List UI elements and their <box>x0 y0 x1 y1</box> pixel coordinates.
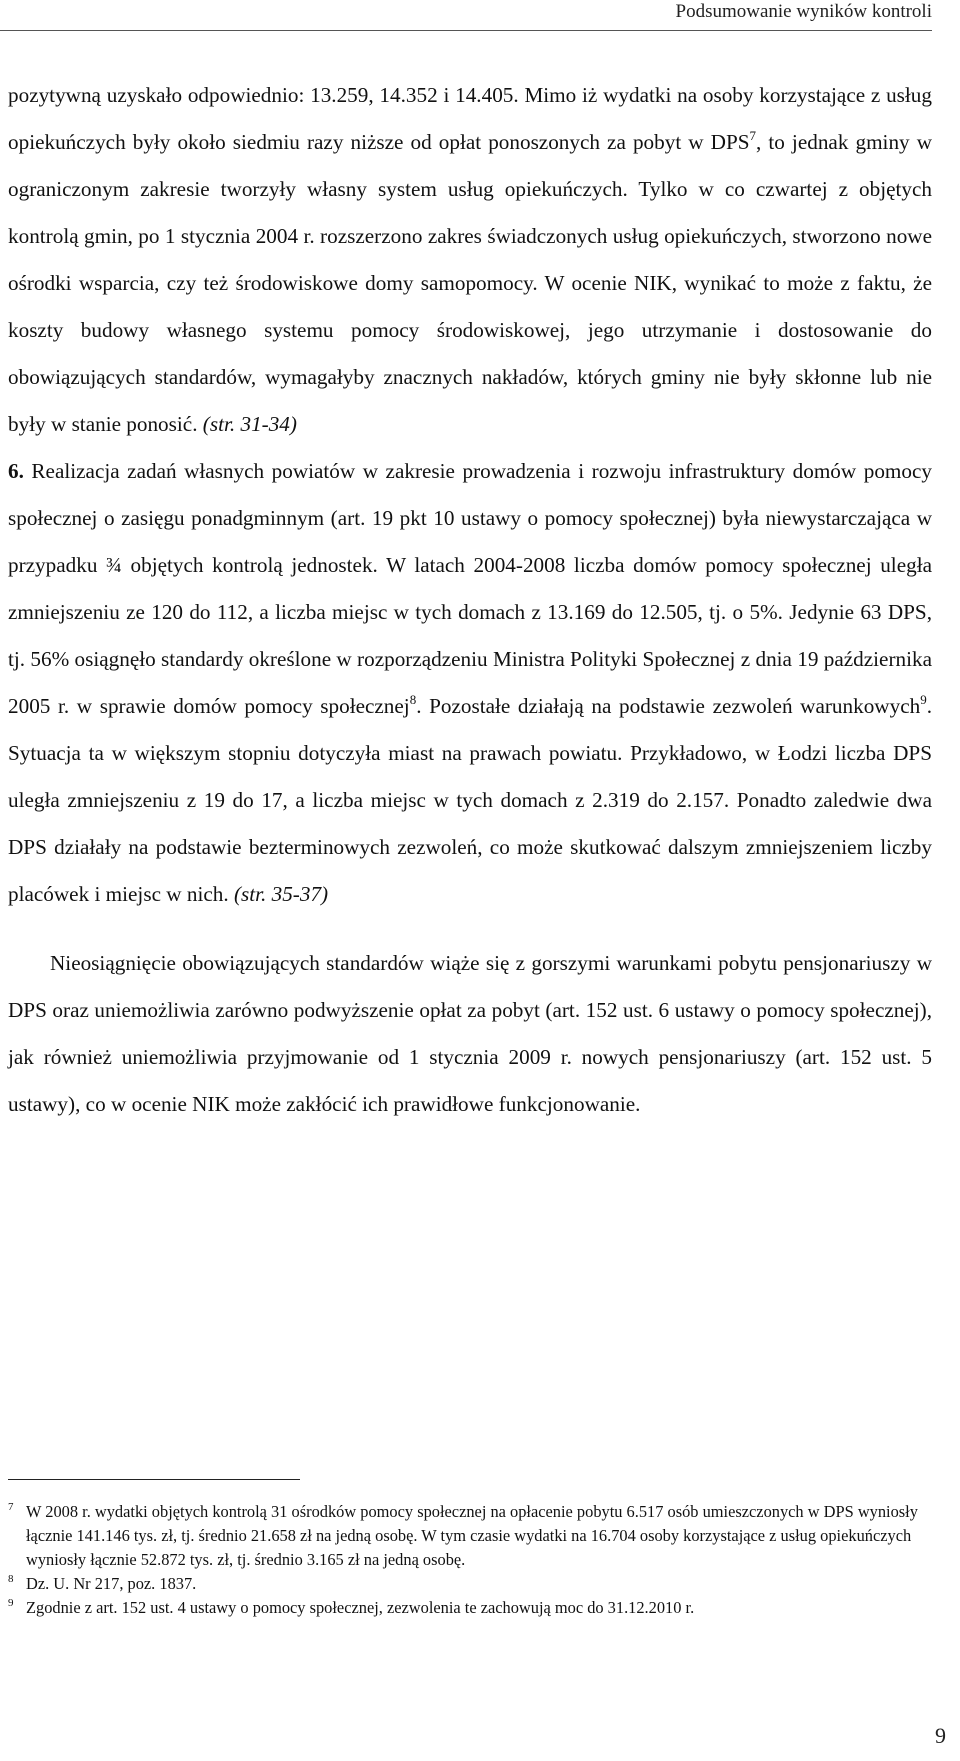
footnote-text: Dz. U. Nr 217, poz. 1837. <box>26 1574 197 1593</box>
footnote-number: 9 <box>8 1597 14 1609</box>
paragraph-text: . Pozostałe działają na podstawie zezwoleń warunkowych <box>416 694 921 718</box>
footnote-text: W 2008 r. wydatki objętych kontrolą 31 ośrodków pomocy społecznej na opłacenie pobytu 6.517 osób umieszczonych w DPS wyniosły łącznie 141.146 tys. zł, tj. średnio 21.658 zł na jedną osobę. W tym czasie wydatki na 16.704 osoby korzystające z usług opiekuńczych wyniosły łącznie 52.872 tys. zł, tj. średnio 3.165 zł na jedną osobę. <box>26 1502 918 1569</box>
footnote-ref-7[interactable]: 7 <box>749 128 757 143</box>
page-reference: (str. 35-37) <box>233 882 329 906</box>
footnote-7 <box>8 1500 932 1572</box>
page-number: 9 <box>935 1723 946 1748</box>
footnote-ref-9[interactable]: 9 <box>920 692 927 707</box>
page-body <box>8 72 932 1128</box>
paragraph-standards: Nieosiągnięcie obowiązujących standardów wiąże się z gorszymi warunkami pobytu pensjonariuszy w DPS oraz uniemożliwia zarówno podwyższenie opłat za pobyt (art. 152 ust. 6 ustawy o pomocy społecznej), jak również uniemożliwia przyjmowanie od 1 stycznia 2009 r. nowych pensjonariuszy (art. 152 ust. 5 ustawy), co w ocenie NIK może zakłócić ich prawidłowe funkcjonowanie. <box>8 951 932 1116</box>
footnote-8 <box>8 1572 932 1596</box>
footnote-separator <box>8 1479 300 1480</box>
footnote-9 <box>8 1596 932 1620</box>
footnote-number: 8 <box>8 1573 14 1585</box>
paragraph-text: , to jednak gminy w ograniczonym zakresie tworzyły własny system usług opiekuńczych. Tylko w co czwartej z objętych kontrolą gmin, po 1 stycznia 2004 r. rozszerzono zakres świadczonych usług opiekuńczych, stworzono nowe ośrodki wsparcia, czy też środowiskowe domy samopomocy. W ocenie NIK, wynikać to może z faktu, że koszty budowy własnego systemu pomocy środowiskowej, jego utrzymanie i dostosowanie do obowiązujących standardów, wymagałyby znacznych nakładów, których gminy nie były skłonne lub nie były w stanie ponosić. <box>8 130 932 436</box>
footnotes <box>8 1500 932 1620</box>
footnote-text: Zgodnie z art. 152 ust. 4 ustawy o pomocy społecznej, zezwolenia te zachowują moc do 31.12.2010 r. <box>26 1598 695 1617</box>
paragraph-text: pozytywną uzyskało odpowiednio: 13.259, 14.352 i 14.405. Mimo iż wydatki na osoby korzystające z usług opiekuńczych były około siedmiu razy niższe od opłat ponoszonych za pobyt w DPS <box>8 83 932 154</box>
footnote-ref-8[interactable]: 8 <box>409 692 417 707</box>
header-title: Podsumowanie wyników kontroli <box>675 1 932 22</box>
page-reference: (str. 31-34) <box>202 412 297 436</box>
paragraph-number: 6. <box>8 459 24 483</box>
page-header <box>0 0 932 31</box>
paragraph-continuation <box>8 72 932 448</box>
footnote-number: 7 <box>8 1501 14 1513</box>
paragraph-text: Realizacja zadań własnych powiatów w zakresie prowadzenia i rozwoju infrastruktury domów pomocy społecznej o zasięgu ponadgminnym (art. 19 pkt 10 ustawy o pomocy społecznej) była niewystarczająca w przypadku ¾ objętych kontrolą jednostek. W latach 2004-2008 liczba domów pomocy społecznej uległa zmniejszeniu ze 120 do 112, a liczba miejsc w tych domach z 13.169 do 12.505, tj. o 5%. Jedynie 63 DPS, tj. 56% osiągnęło standardy określone w rozporządzeniu Ministra Polityki Społecznej z dnia 19 października 2005 r. w sprawie domów pomocy społecznej <box>8 459 932 718</box>
paragraph-text: . Sytuacja ta w większym stopniu dotyczyła miast na prawach powiatu. Przykładowo, w Łodzi liczba DPS uległa zmniejszeniu z 19 do 17, a liczba miejsc w tych domach z 2.319 do 2.157. Ponadto zaledwie dwa DPS działały na podstawie bezterminowych zezwoleń, co może skutkować dalszym zmniejszeniem liczby placówek i miejsc w nich. <box>8 694 932 906</box>
paragraph-6 <box>8 448 932 918</box>
